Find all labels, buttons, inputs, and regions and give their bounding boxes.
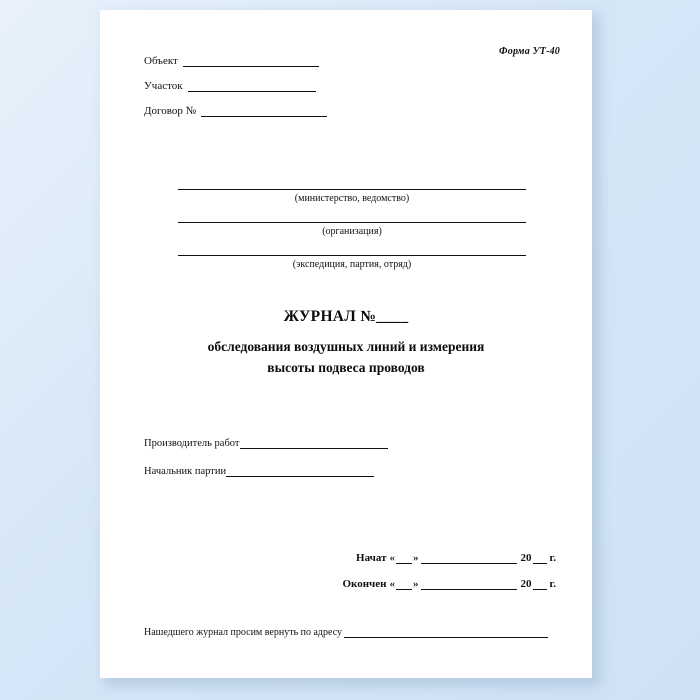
document-title-block — [140, 308, 552, 378]
org-row-ministry[interactable] — [178, 188, 526, 205]
field-dogovor-label: Договор № — [144, 105, 197, 117]
org-row-organization[interactable] — [178, 221, 526, 238]
page-subtitle — [140, 336, 552, 378]
org-ministry-caption: (министерство, ведомство) — [294, 193, 410, 204]
field-object[interactable] — [144, 55, 474, 67]
page-title: ЖУРНАЛ №____ — [283, 308, 409, 325]
field-dogovor-line[interactable] — [201, 105, 327, 117]
field-uchastok[interactable] — [144, 80, 474, 92]
date-started-label: Начат — [356, 552, 387, 564]
page-subtitle-line-1: обследования воздушных линий и измерения — [207, 339, 485, 354]
field-dogovor[interactable] — [144, 105, 474, 117]
return-address-row[interactable] — [144, 627, 548, 638]
field-producer-line[interactable] — [240, 438, 388, 449]
org-row-expedition[interactable] — [178, 254, 526, 271]
date-started-row[interactable] — [296, 552, 556, 564]
return-address-line[interactable] — [344, 627, 548, 638]
date-finished-year[interactable] — [533, 579, 547, 590]
field-producer-label: Производитель работ — [144, 438, 240, 449]
date-finished-row[interactable] — [296, 578, 556, 590]
field-object-line[interactable] — [183, 55, 319, 67]
date-finished-month[interactable] — [421, 579, 517, 590]
date-started-day[interactable] — [396, 553, 412, 564]
field-chief-line[interactable] — [226, 466, 374, 477]
document-page — [100, 10, 592, 678]
date-finished-quote-open: « — [389, 578, 395, 590]
date-finished-quote-close: » — [412, 578, 419, 590]
date-started-month[interactable] — [421, 553, 517, 564]
date-started-quote-close: » — [412, 552, 419, 564]
date-started-year-prefix: 20 — [520, 552, 532, 564]
org-organization-caption: (организация) — [322, 226, 382, 237]
organization-block — [178, 188, 526, 287]
date-finished-label: Окончен — [342, 578, 387, 590]
date-started-year[interactable] — [533, 553, 547, 564]
signatures-block — [144, 438, 484, 494]
dates-block — [296, 552, 556, 604]
date-started-quote-open: « — [389, 552, 395, 564]
form-code-label: Форма УТ-40 — [499, 46, 560, 57]
return-address-label: Нашедшего журнал просим вернуть по адресу — [144, 627, 342, 638]
date-started-year-suffix: г. — [549, 552, 556, 564]
field-chief-label: Начальник партии — [144, 466, 227, 477]
page-subtitle-line-2: высоты подвеса проводов — [267, 360, 425, 375]
org-expedition-caption: (экспедиция, партия, отряд) — [292, 259, 412, 270]
date-finished-year-suffix: г. — [549, 578, 556, 590]
date-finished-day[interactable] — [396, 579, 412, 590]
date-finished-year-prefix: 20 — [520, 578, 532, 590]
field-uchastok-label: Участок — [144, 80, 183, 92]
field-uchastok-line[interactable] — [188, 80, 316, 92]
top-fields-group — [144, 55, 474, 130]
field-chief-of-party[interactable] — [144, 466, 484, 477]
field-producer-of-works[interactable] — [144, 438, 484, 449]
field-object-label: Объект — [144, 55, 178, 67]
